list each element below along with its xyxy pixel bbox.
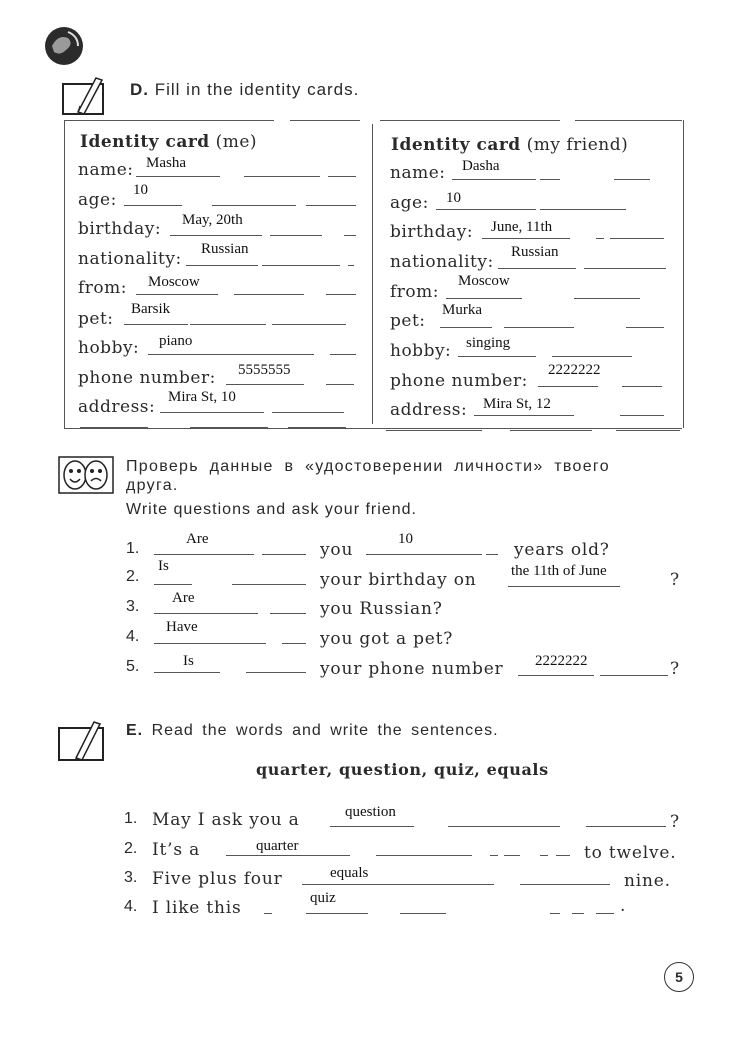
page-number-value: 5 [675, 969, 683, 985]
writing-task-icon [62, 76, 108, 120]
question-3-number: 3. [126, 598, 140, 615]
card-me-label-pet: pet: [78, 309, 114, 329]
sentence-1-end: ? [670, 812, 680, 832]
sentence-3-start: Five plus four [152, 869, 283, 889]
question-5-number: 5. [126, 658, 140, 675]
card-me-value-pet: Barsik [131, 301, 171, 317]
question-2-answer: Is [158, 558, 169, 574]
section-e-heading [126, 722, 499, 740]
pair-work-masks-icon [58, 456, 114, 498]
card-me-value-from: Moscow [148, 274, 200, 290]
card-me-value-hobby: piano [159, 333, 193, 349]
question-4-number: 4. [126, 628, 140, 645]
card-friend-value-from: Moscow [458, 273, 510, 289]
card-me-value-name: Masha [146, 155, 186, 171]
card-friend-value-nationality: Russian [511, 244, 559, 260]
sentence-3-end: nine. [624, 871, 671, 891]
question-5-answer2: 2222222 [535, 653, 588, 669]
card-me-label-name: name: [78, 160, 134, 180]
card-me-label-nationality: nationality: [78, 249, 182, 269]
card-friend-label-address: address: [390, 400, 468, 420]
sentence-2-answer: quarter [256, 838, 299, 854]
card-friend-value-birthday: June, 11th [491, 219, 553, 235]
section-e-letter: E. [126, 722, 144, 739]
sentence-1-answer: question [345, 804, 396, 820]
question-1-number: 1. [126, 540, 140, 557]
card-friend-label-name: name: [390, 163, 446, 183]
card-friend-value-hobby: singing [466, 335, 511, 351]
card-me-label-from: from: [78, 278, 128, 298]
card-friend-label-hobby: hobby: [390, 341, 452, 361]
section-d-letter: D. [130, 80, 149, 99]
question-5-answer: Is [183, 653, 194, 669]
question-1-answer: Are [186, 531, 209, 547]
section-d-heading [130, 80, 359, 100]
card-friend-label-age: age: [390, 193, 429, 213]
question-2-end: ? [670, 570, 680, 590]
card-friend-value-age: 10 [446, 190, 461, 206]
card-me-value-address: Mira St, 10 [168, 389, 236, 405]
sentence-2-start: It’s a [152, 840, 201, 860]
frame-top-line-left [64, 120, 274, 121]
card-me-value-age: 10 [133, 182, 148, 198]
card-me-value-phone: 5555555 [238, 362, 291, 378]
question-3-text: you Russian? [320, 599, 443, 619]
question-2-answer2: the 11th of June [511, 563, 607, 579]
card-me-label-hobby: hobby: [78, 338, 140, 358]
question-2-text: your birthday on [320, 570, 477, 590]
card-me-title: Identity card (me) [80, 132, 258, 152]
card-friend-value-name: Dasha [462, 158, 500, 174]
question-4-answer: Have [166, 619, 198, 635]
frame-top-line-mid [290, 120, 360, 121]
question-1-answer2: 10 [398, 531, 413, 547]
pair-task-russian [126, 458, 686, 495]
cards-divider [372, 124, 373, 424]
card-friend-label-nationality: nationality: [390, 252, 494, 272]
sentence-3-number: 3. [124, 869, 138, 886]
pair-task-russian-line1: Проверь данные в «удостоверении личности» твоего [126, 458, 610, 475]
sentence-4-end: . [620, 896, 627, 916]
sentence-4-answer: quiz [310, 890, 336, 906]
sentence-4-number: 4. [124, 898, 138, 915]
page-number [664, 962, 694, 992]
sentence-4-start: I like this [152, 898, 242, 918]
section-e-instruction: Read the words and write the sentences. [151, 722, 499, 739]
card-friend-value-pet: Murka [442, 302, 482, 318]
card-me-value-nationality: Russian [201, 241, 249, 257]
sentence-1-number: 1. [124, 810, 138, 827]
question-5-text: your phone number [320, 659, 504, 679]
sentence-2-end: to twelve. [584, 843, 677, 863]
card-friend-label-birthday: birthday: [390, 222, 474, 242]
frame-top-line-right [380, 120, 560, 121]
question-5-end: ? [670, 659, 680, 679]
card-me-label-phone: phone number: [78, 368, 216, 388]
pair-task-english: Write questions and ask your friend. [126, 501, 417, 518]
card-me-label-birthday: birthday: [78, 219, 162, 239]
card-friend-label-phone: phone number: [390, 371, 528, 391]
card-friend-label-pet: pet: [390, 311, 426, 331]
card-friend-value-address: Mira St, 12 [483, 396, 551, 412]
question-1-end: years old? [514, 540, 610, 560]
card-me-label-age: age: [78, 190, 117, 210]
frame-top-line-end [575, 120, 682, 121]
corner-badge-icon [44, 26, 84, 66]
question-1-text: you [320, 540, 354, 560]
question-3-answer: Are [172, 590, 195, 606]
card-me-label-address: address: [78, 397, 156, 417]
writing-task-icon-e [58, 720, 108, 766]
pair-task-russian-line2: друга. [126, 477, 179, 494]
question-4-text: you got a pet? [320, 629, 454, 649]
section-e-word-list: quarter, question, quiz, equals [256, 760, 549, 779]
card-friend-label-from: from: [390, 282, 440, 302]
question-2-number: 2. [126, 568, 140, 585]
sentence-2-number: 2. [124, 840, 138, 857]
card-friend-title: Identity card (my friend) [391, 135, 629, 155]
sentence-1-start: May I ask you a [152, 810, 300, 830]
card-me-value-birthday: May, 20th [182, 212, 243, 228]
card-friend-value-phone: 2222222 [548, 362, 601, 378]
sentence-3-answer: equals [330, 865, 369, 881]
frame-bottom-line [64, 428, 682, 429]
section-d-instruction: Fill in the identity cards. [154, 80, 360, 99]
